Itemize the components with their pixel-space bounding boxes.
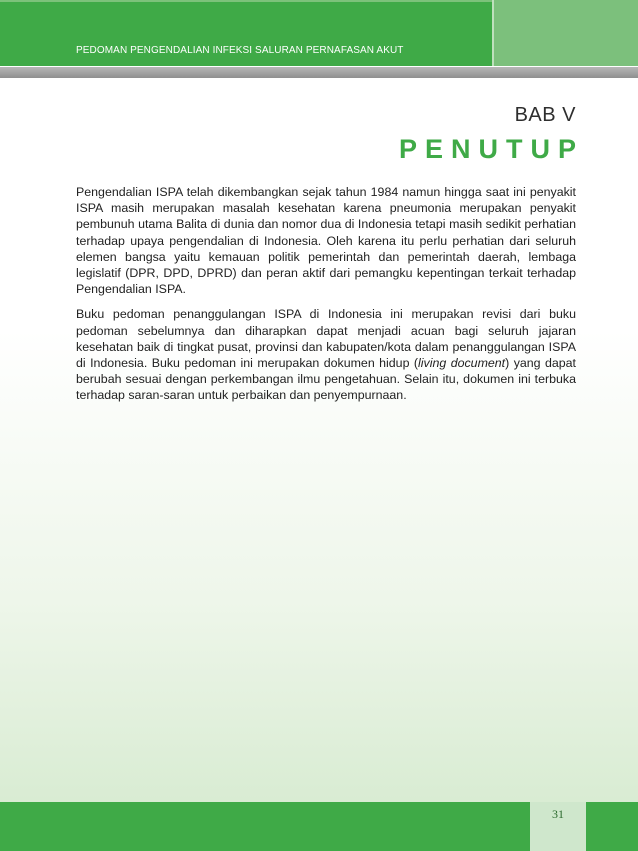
paragraph-1: Pengendalian ISPA telah dikembangkan sejak tahun 1984 namun hingga saat ini penyakit ISPA masih merupakan masalah kesehatan karena pneumonia merupakan penyakit pembunuh utama Balita di dunia dan nomor dua di Indonesia tetapi masih sedikit perhatian terhadap upaya pengendalian di Indonesia. Oleh karena itu perlu perhatian dari seluruh elemen bangsa yaitu kemauan politik pemerintah dan pemerintah daerah, lembaga legislatif (DPR, DPD, DPRD) dan peran aktif dari pemangku kepentingan terkait terhadap Pengendalian ISPA.: [76, 185, 576, 297]
header-gray-bar: [0, 67, 638, 78]
header-top-strip: [0, 0, 494, 2]
running-title: PEDOMAN PENGENDALIAN INFEKSI SALURAN PERNAFASAN AKUT: [76, 45, 404, 56]
paragraph-2-part-2: ) yang dapat berubah sesuai dengan perkembangan ilmu pengetahuan. Selain itu, dokumen ini terbuka terhadap saran-saran untuk perbaikan dan penyempurnaan.: [76, 356, 577, 403]
body-text: [76, 184, 576, 413]
paragraph-2: [76, 306, 576, 403]
header-divider: [492, 0, 494, 66]
page-number: 31: [552, 807, 564, 821]
paragraph-2-part-1: Buku pedoman penanggulangan ISPA di Indonesia ini merupakan revisi dari buku pedoman sebelumnya dan diharapkan dapat menjadi acuan bagi seluruh jajaran kesehatan baik di tingkat pusat, provinsi dan kabupaten/kota dalam penanggulangan ISPA di Indonesia. Buku pedoman ini merupakan dokumen hidup (: [76, 307, 576, 371]
header-band: [0, 0, 494, 66]
chapter-title: PENUTUP: [398, 134, 584, 164]
chapter-number: BAB V: [514, 104, 576, 126]
paragraph-2-italic: living document: [418, 356, 506, 371]
header-corner-block: [494, 0, 638, 66]
